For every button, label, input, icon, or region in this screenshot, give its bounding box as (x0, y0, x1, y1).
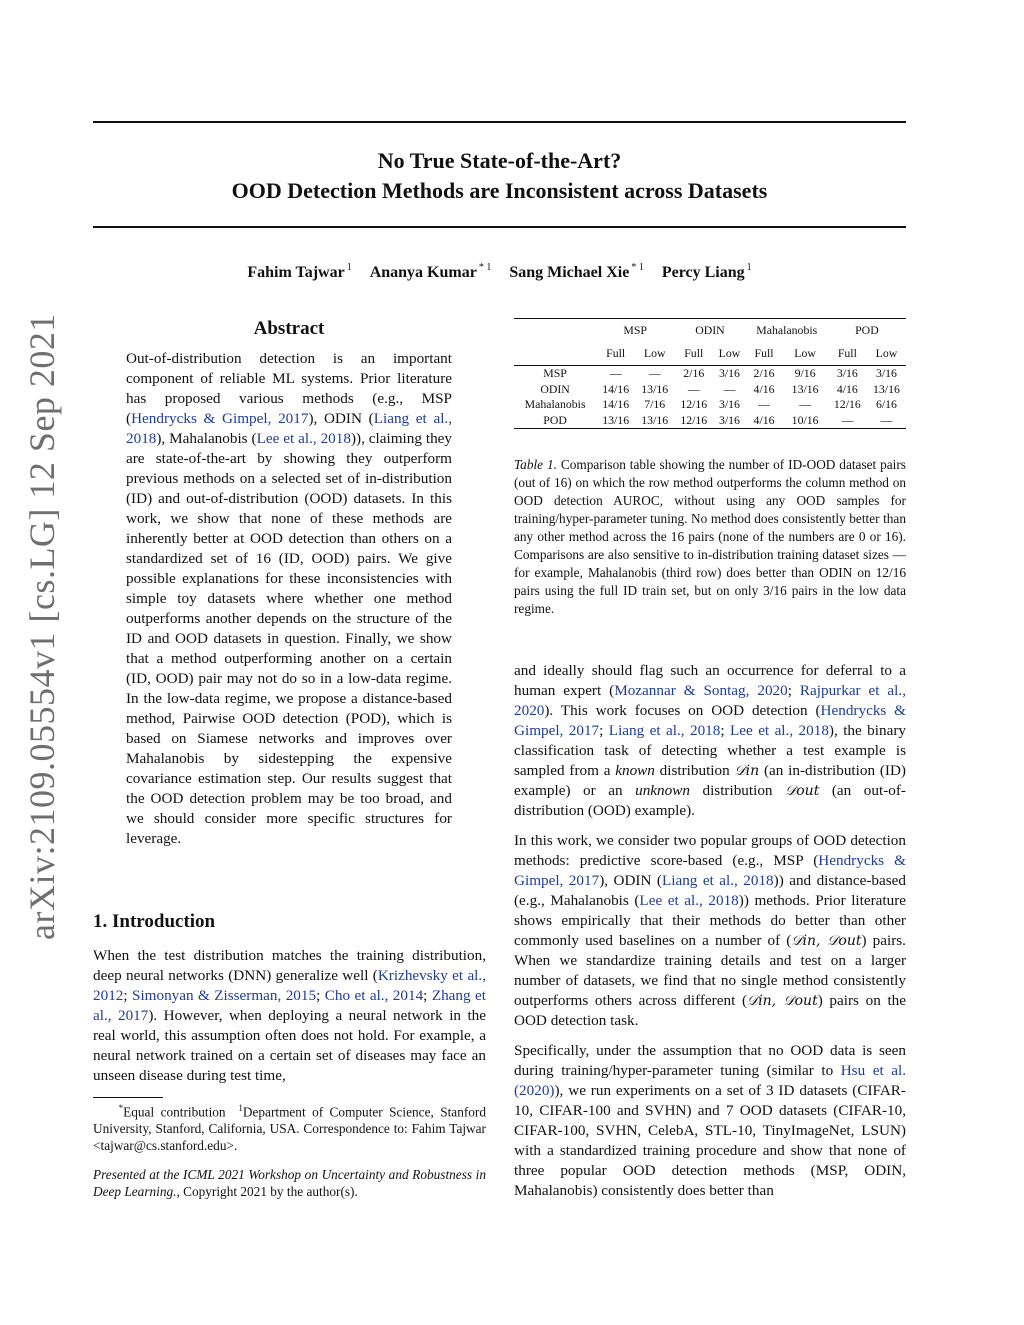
table-cell: 7/16 (644, 397, 666, 412)
table-cell: 2/16 (746, 366, 783, 382)
table-row (514, 366, 906, 382)
arxiv-id: arXiv:2109.05554v1 [cs.LG] 12 Sep 2021 (22, 313, 62, 940)
table-subheader-cell: Low (643, 345, 666, 360)
author: Sang Michael Xie $^{* 1}$ (509, 262, 644, 281)
table-cell: 13/16 (791, 381, 819, 396)
citation-link[interactable]: Zhang et al., 2017 (93, 987, 486, 1024)
table-subheader-cell: Full (684, 345, 704, 360)
table-group-pod: POD (828, 319, 906, 342)
author: Fahim Tajwar $^1$ (247, 262, 352, 281)
citation-link[interactable]: Mozannar & Sontag, 2020 (614, 682, 788, 699)
table-cell: 4/16 (836, 381, 858, 396)
table-cell: 13/16 (873, 381, 900, 396)
footnote: *Equal contribution $^1$Department of Computer Science, Stanford University, Stanford, California, USA. Correspondence to: Fahim Tajwar <tajwar@cs.stanford.edu>. (93, 1103, 487, 1154)
paper-title-line2: OOD Detection Methods are Inconsistent across Datasets (231, 178, 768, 203)
table-cell: 4/16 (753, 381, 775, 396)
paper-title-line1: No True State-of-the-Art? (377, 148, 622, 173)
title-top-rule (93, 121, 906, 123)
table-cell: — (596, 366, 635, 382)
table-subheader-cell: Full (837, 345, 857, 360)
table-cell: 14/16 (602, 397, 630, 412)
comparison-table (514, 318, 906, 429)
table-cell: 3/16 (867, 366, 906, 382)
citation-link[interactable]: Hendrycks & Gimpel, 2017 (514, 702, 906, 739)
citation-link[interactable]: Lee et al., 2018 (730, 722, 829, 739)
table-cell: — (799, 397, 812, 412)
table-cell: 12/16 (674, 413, 713, 429)
paragraph: and ideally should flag such an occurrence for deferral to a human expert (Mozannar & Sontag, 2020; Rajpurkar et al., 2020). This work focuses on OOD detection (Hendrycks & Gimpel, 2017; Liang et al., 2018; Lee et al., 2018), the binary classification task of detecting whether a test example is sampled from a known distribution 𝒟in (an in-distribution (ID) example) or an unknown distribution 𝒟out (an out-of-distribution (OOD) example). (514, 662, 906, 819)
table-cell: — (758, 397, 770, 412)
footnote-rule (93, 1097, 163, 1098)
table-row (514, 397, 906, 413)
table-cell: 13/16 (596, 413, 635, 429)
workshop-note: Presented at the ICML 2021 Workshop on Uncertainty and Robustness in Deep Learning., Copyright 2021 by the author(s). (93, 1167, 486, 1199)
author: Ananya Kumar $^{* 1}$ (369, 262, 492, 281)
table-cell: 6/16 (875, 397, 897, 412)
paragraph: In this work, we consider two popular groups of OOD detection methods: predictive score-based (e.g., MSP (Hendrycks & Gimpel, 2017), ODIN (Liang et al., 2018)) and distance-based (e.g., Mahalanobis (Lee et al., 2018)) methods. Prior literature shows empirically that their methods do better than other commonly used baselines on a number of (𝒟in, 𝒟out) pairs. When we standardize training details and test on a larger number of datasets, we find that no single method consistently outperforms others across different (𝒟in, 𝒟out) pairs on the OOD detection task. (514, 832, 907, 1029)
citation-link[interactable]: Hendrycks & Gimpel, 2017 (131, 410, 309, 427)
arxiv-stamp (18, 313, 66, 940)
table-cell: 12/16 (680, 397, 708, 412)
table-row-label: MSP (514, 366, 596, 382)
section-heading-introduction: 1. Introduction (93, 911, 216, 932)
table-row (514, 413, 906, 429)
table-cell: 3/16 (718, 397, 740, 412)
table-subheader-cell: Low (718, 345, 741, 360)
author: Percy Liang $^1$ (661, 262, 752, 281)
table-row (514, 382, 906, 398)
citation-link[interactable]: Simonyan & Zisserman, 2015 (132, 987, 317, 1004)
abstract-heading: Abstract (253, 318, 325, 339)
table-subheader-cell: Low (875, 345, 898, 360)
right-column-text (514, 661, 906, 1211)
intro-text: When the test distribution matches the training distribution, deep neural networks (DNN) generalize well (Krizhevsky et al., 2012; Simonyan & Zisserman, 2015; Cho et al., 2014; Zhang et al., 2017). However, when deploying a neural network in the real world, this assumption often does not hold. For example, a neural network trained on a certain set of diseases may face an unseen disease during test time, (93, 947, 487, 1084)
table-group-mahalanobis: Mahalanobis (746, 319, 828, 342)
table-cell: 3/16 (713, 366, 745, 382)
table-row-label: ODIN (540, 381, 570, 396)
table-cell: — (687, 381, 700, 396)
paragraph: Specifically, under the assumption that no OOD data is seen during training/hyper-parameter tuning (similar to Hsu et al. (2020)), we run experiments on a set of 3 ID datasets (CIFAR-10, CIFAR-100 and SVHN) and 7 OOD datasets (CIFAR-10, CIFAR-100, SVHN, CelebA, STL-10, TinyImageNet, LSUN) with a standardized training procedure and show that none of three popular OOD detection methods (MSP, ODIN, Mahalanobis) consistently does better than (514, 1042, 906, 1199)
table-row-label: POD (514, 413, 596, 429)
citation-link[interactable]: Liang et al., 2018 (126, 410, 453, 447)
citation-link[interactable]: Lee et al., 2018 (256, 430, 351, 447)
table-cell: — (635, 366, 674, 382)
table-subheader-cell: Full (606, 345, 626, 360)
table-cell: 2/16 (674, 366, 713, 382)
table-subheader-cell: Full (754, 345, 774, 360)
table-subheader (514, 341, 906, 366)
table-cell: 3/16 (713, 413, 745, 429)
table-group-msp: MSP (596, 319, 674, 342)
title-bottom-rule (93, 226, 906, 228)
table-group-odin: ODIN (674, 319, 745, 342)
table-cell: 14/16 (602, 381, 630, 396)
author-list (93, 262, 906, 282)
table-group-header (514, 319, 906, 342)
table-cell: 10/16 (782, 413, 827, 429)
citation-link[interactable]: Liang et al., 2018 (661, 872, 774, 889)
table-row-label: Mahalanobis (524, 397, 586, 412)
citation-link[interactable]: Rajpurkar et al., 2020 (514, 682, 906, 719)
citation-link[interactable]: Krizhevsky et al., 2012 (93, 967, 486, 1004)
table-cell: 9/16 (782, 366, 827, 382)
table-cell: — (828, 413, 867, 429)
citation-link[interactable]: Hendrycks & Gimpel, 2017 (514, 852, 906, 889)
table-caption: Table 1. Comparison table showing the number of ID-OOD dataset pairs (out of 16) on which the row method outperforms the column method on OOD detection AUROC, without using any OOD samples for training/hyper-parameter tuning. No method does consistently better than any other method across the 16 pairs (none of the numbers are 0 or 16). Comparisons are also sensitive to in-distribution training dataset sizes — for example, Mahalanobis (third row) does better than ODIN on 12/16 pairs using the full ID train set, but on only 3/16 pairs in the low data regime. (514, 457, 906, 616)
table-caption-label: Table 1. (514, 457, 557, 472)
table-cell: 13/16 (641, 381, 669, 396)
table-cell: — (867, 413, 906, 429)
table-cell: — (723, 381, 736, 396)
abstract-text: Out-of-distribution detection is an important component of reliable ML systems. Prior literature has proposed various methods (e.g., MSP (Hendrycks & Gimpel, 2017), ODIN (Liang et al., 2018), Mahalanobis (Lee et al., 2018)), claiming they are state-of-the-art by showing they outperform previous methods on a selected set of in-distribution (ID) and out-of-distribution (OOD) datasets. In this work, we show that none of these methods are inherently better at OOD detection than others on a standardized set of 16 (ID, OOD) pairs. We give possible explanations for these inconsistencies with simple toy datasets where whether one method outperforms another depends on the structure of the ID and OOD datasets in question. Finally, we show that a method outperforming another on a certain (ID, OOD) pair may not do so in a low-data regime. In the low-data regime, we propose a distance-based method, Pairwise OOD detection (POD), which is based on Siamese networks and improves over Mahalanobis by sidestepping the expensive covariance estimation step. Our results suggest that the OOD detection problem may be too broad, and we should consider more specific structures for leverage. (126, 350, 453, 847)
citation-link[interactable]: Lee et al., 2018 (639, 892, 739, 909)
citation-link[interactable]: Liang et al., 2018 (608, 722, 721, 739)
citation-link[interactable]: Hsu et al. (2020) (514, 1062, 906, 1099)
table-cell: 12/16 (833, 397, 861, 412)
table-cell: 4/16 (746, 413, 783, 429)
table-cell: 13/16 (635, 413, 674, 429)
table-cell: 3/16 (828, 366, 867, 382)
citation-link[interactable]: Cho et al., 2014 (324, 987, 424, 1004)
table-subheader-cell: Low (794, 345, 816, 360)
